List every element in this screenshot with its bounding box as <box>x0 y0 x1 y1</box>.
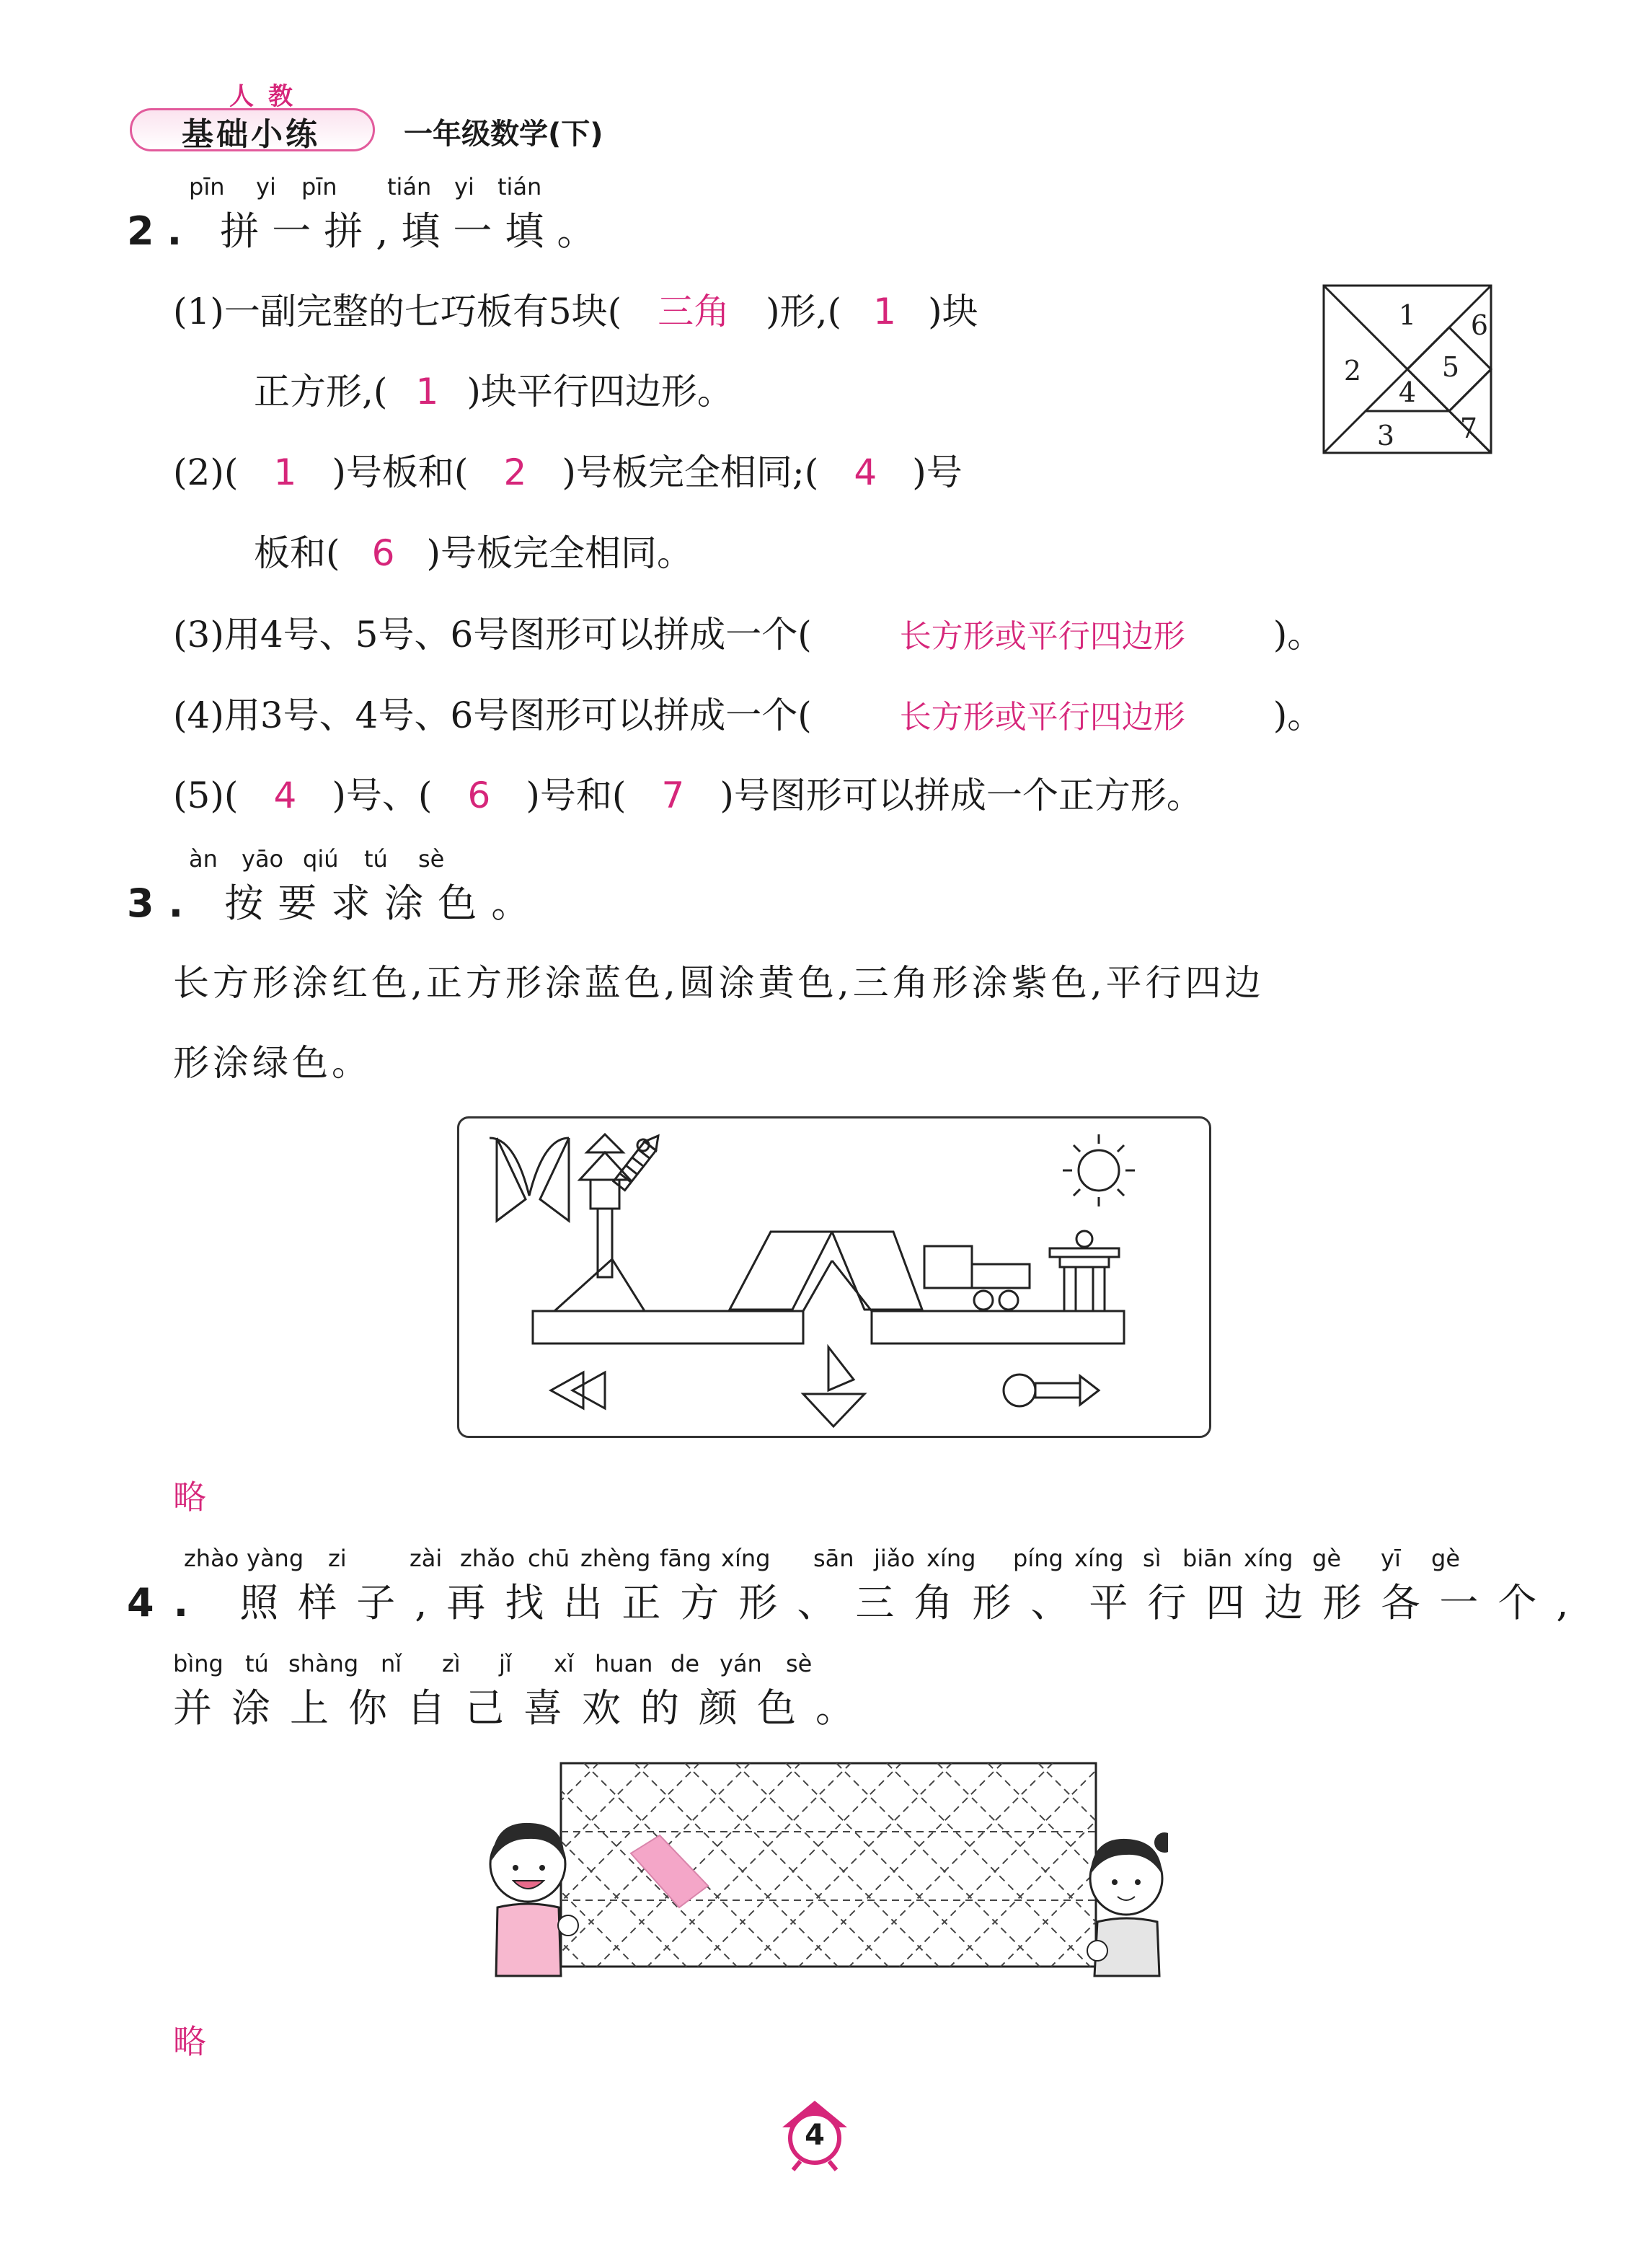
pinyin: pīn <box>189 173 225 200</box>
question-number: 4. <box>127 1580 208 1625</box>
answer: 6 <box>371 532 395 574</box>
question-4-line-2: 并涂上你自己喜欢的颜色。 <box>173 1685 874 1731</box>
pinyin: tián <box>387 173 432 200</box>
coloring-picture <box>457 1116 1211 1438</box>
header-publisher: 人教 <box>229 82 307 111</box>
pinyin: qiú <box>303 845 339 873</box>
pinyin: yāo <box>242 845 284 873</box>
dashed-grid-panel <box>476 1752 1168 1983</box>
q2-line-5: (5)( 4 )号、( 6 )号和( 7 )号图形可以拼成一个正方形。 <box>173 775 1203 816</box>
question-title: 按要求涂色。 <box>224 881 545 926</box>
pinyin: tú <box>364 845 388 873</box>
answer: 6 <box>467 775 491 816</box>
q4-pinyin-line-1: zhào yàng zi zài zhǎo chū zhèng fāng xíng sān jiǎo xíng píng xíng sì biān xíng gè yī gè <box>184 1545 1460 1572</box>
header-series-title: 基础小练 <box>182 116 320 153</box>
answer: 7 <box>661 775 685 816</box>
answer: 三角 <box>658 291 730 332</box>
answer: 长方形或平行四边形 <box>899 618 1185 655</box>
answer: 长方形或平行四边形 <box>899 699 1185 736</box>
q2-line-2b: 板和( 6 )号板完全相同。 <box>254 532 694 574</box>
answer: 1 <box>415 371 439 412</box>
answer: 1 <box>273 451 297 493</box>
answer: 4 <box>854 451 877 493</box>
q3-answer: 略 <box>173 1478 206 1517</box>
answer: 4 <box>273 775 297 816</box>
question-number: 2. <box>127 208 195 254</box>
tangram-label: 3 <box>1376 420 1395 451</box>
question-2-title <box>127 200 609 256</box>
pinyin: àn <box>189 845 218 873</box>
pinyin: yi <box>454 173 474 200</box>
question-title: 拼一拼,填一填。 <box>220 208 609 254</box>
tangram-label: 2 <box>1343 355 1362 387</box>
tangram-figure <box>1321 283 1494 456</box>
tangram-label: 5 <box>1441 351 1460 383</box>
q4-answer: 略 <box>173 2022 206 2061</box>
q3-instructions-line-2: 形涂绿色。 <box>173 1042 371 1084</box>
question-4-line-1: 4. 照样子,再找出正方形、三角形、平行四边形各一个, <box>127 1580 1588 1625</box>
tangram-label: 6 <box>1470 309 1489 341</box>
answer: 1 <box>873 291 896 332</box>
pinyin: sè <box>418 845 445 873</box>
pinyin: tián <box>497 173 542 200</box>
q2-line-3: (3)用4号、5号、6号图形可以拼成一个( 长方形或平行四边形 )。 <box>173 606 1323 658</box>
page-number: 4 <box>805 2119 825 2152</box>
q2-line-4: (4)用3号、4号、6号图形可以拼成一个( 长方形或平行四边形 )。 <box>173 687 1323 738</box>
q3-instructions-line-1: 长方形涂红色,正方形涂蓝色,圆涂黄色,三角形涂紫色,平行四边 <box>173 962 1265 1004</box>
question-number: 3. <box>127 881 198 926</box>
q2-line-2: (2)( 1 )号板和( 2 )号板完全相同;( 4 )号 <box>173 451 963 493</box>
tangram-label: 7 <box>1459 412 1478 444</box>
girl-illustration <box>1087 1832 1168 1976</box>
answer: 2 <box>503 451 527 493</box>
question-3-title <box>127 873 544 928</box>
header-subject: 一年级数学(下) <box>404 118 603 151</box>
q2-line-1b: 正方形,( 1 )块平行四边形。 <box>254 371 733 412</box>
pinyin: yi <box>256 173 276 200</box>
q2-line-1: (1)一副完整的七巧板有5块( 三角 )形,( 1 )块 <box>173 283 978 335</box>
tangram-label: 1 <box>1398 299 1417 331</box>
q4-pinyin-line-2: bìng tú shàng nǐ zì jǐ xǐ huan de yán sè <box>173 1650 813 1677</box>
tangram-label: 4 <box>1398 376 1417 408</box>
pinyin: pīn <box>301 173 337 200</box>
